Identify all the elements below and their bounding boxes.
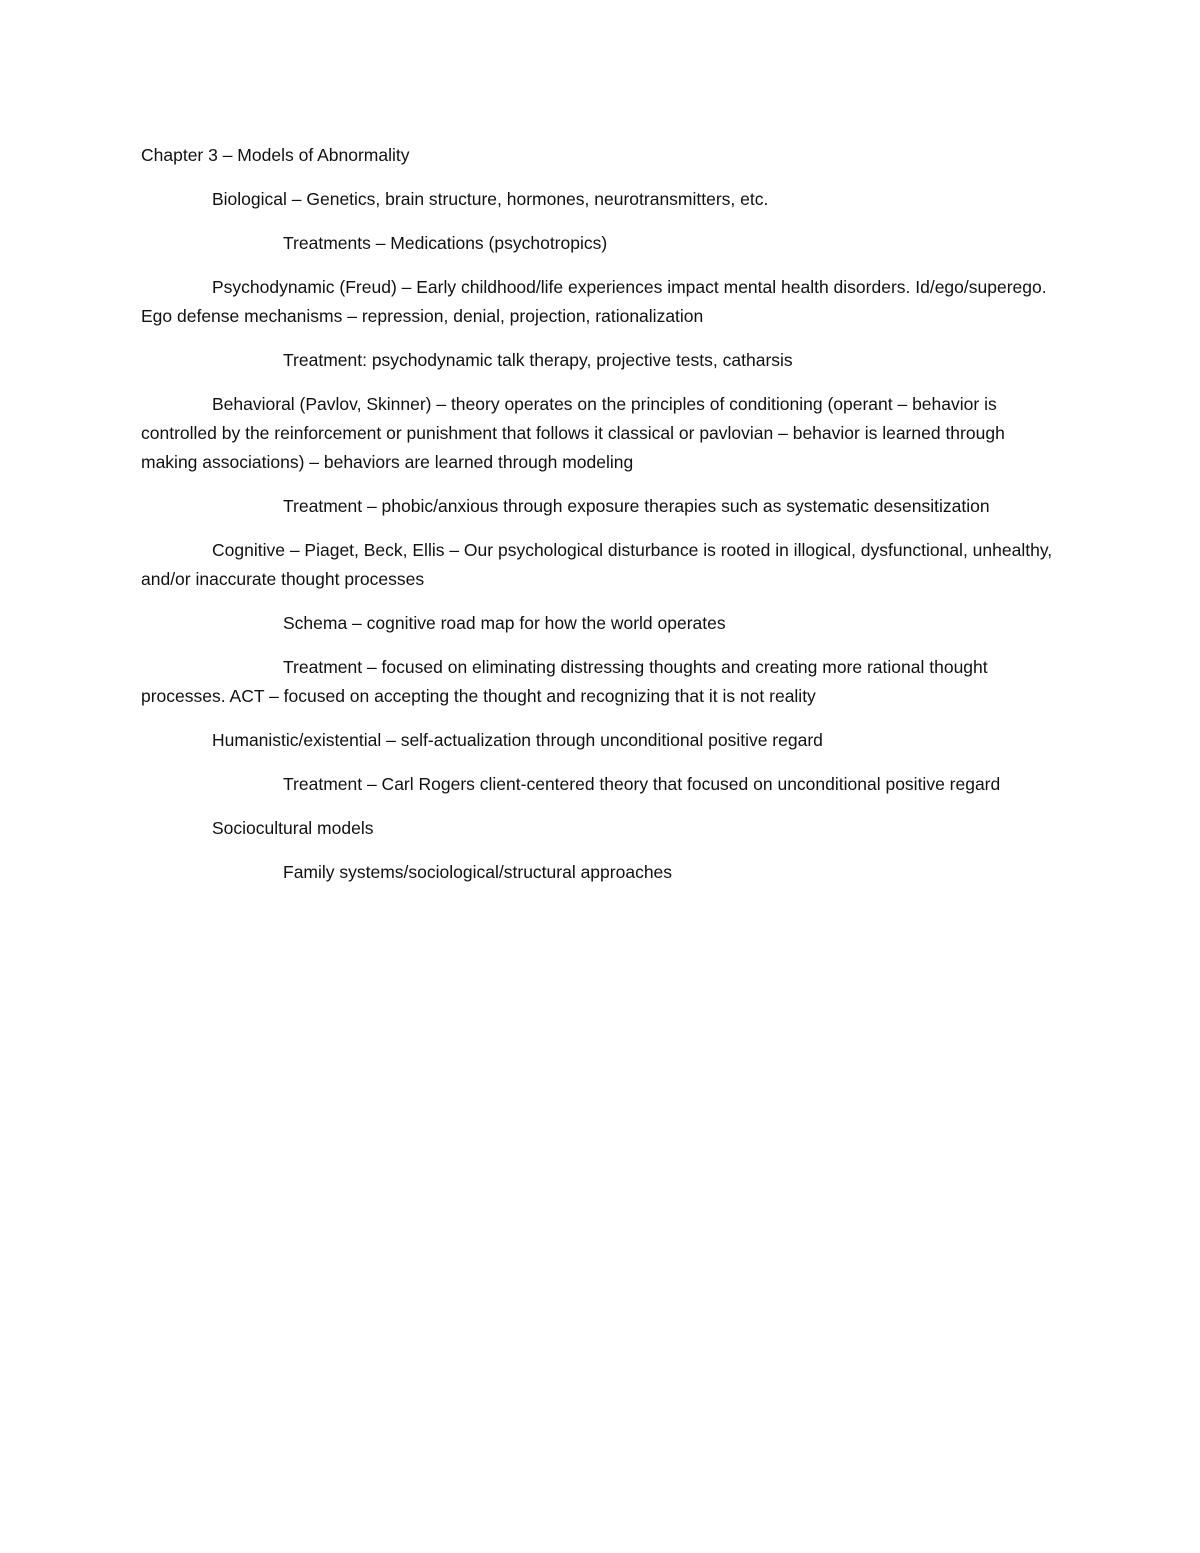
paragraph-cognitive-schema: Schema – cognitive road map for how the world operates [283, 613, 726, 633]
paragraph-behavioral-treatment: Treatment – phobic/anxious through exposure therapies such as systematic desensitization [283, 496, 990, 516]
paragraph-humanistic: Humanistic/existential – self-actualization through unconditional positive regard [212, 730, 823, 750]
paragraph-cognitive: Cognitive – Piaget, Beck, Ellis – Our psychological disturbance is rooted in illogical, dysfunctional, unhealthy, and/or inaccurate thought processes [141, 540, 1053, 589]
paragraph-biological-treatment: Treatments – Medications (psychotropics) [283, 233, 608, 253]
paragraph-sociocultural: Sociocultural models [212, 818, 374, 838]
paragraph-behavioral: Behavioral (Pavlov, Skinner) – theory operates on the principles of conditioning (operant – behavior is controlled by the reinforcement or punishment that follows it classical or pavlovian – behavior is learned through making associations) – behaviors are learned through modeling [141, 394, 1005, 472]
document-body [141, 141, 1061, 902]
paragraph-biological: Biological – Genetics, brain structure, hormones, neurotransmitters, etc. [212, 189, 769, 209]
paragraph-cognitive-treatment: Treatment – focused on eliminating distressing thoughts and creating more rational thought processes. ACT – focused on accepting the thought and recognizing that it is not reality [141, 657, 988, 706]
paragraph-psychodynamic-treatment: Treatment: psychodynamic talk therapy, projective tests, catharsis [283, 350, 793, 370]
chapter-title: Chapter 3 – Models of Abnormality [141, 145, 410, 165]
paragraph-sociocultural-approaches: Family systems/sociological/structural approaches [283, 862, 673, 882]
paragraph-humanistic-treatment: Treatment – Carl Rogers client-centered theory that focused on unconditional positive regard [283, 774, 1001, 794]
paragraph-psychodynamic: Psychodynamic (Freud) – Early childhood/life experiences impact mental health disorders. Id/ego/superego. Ego defense mechanisms – repression, denial, projection, rationalization [141, 277, 1047, 326]
